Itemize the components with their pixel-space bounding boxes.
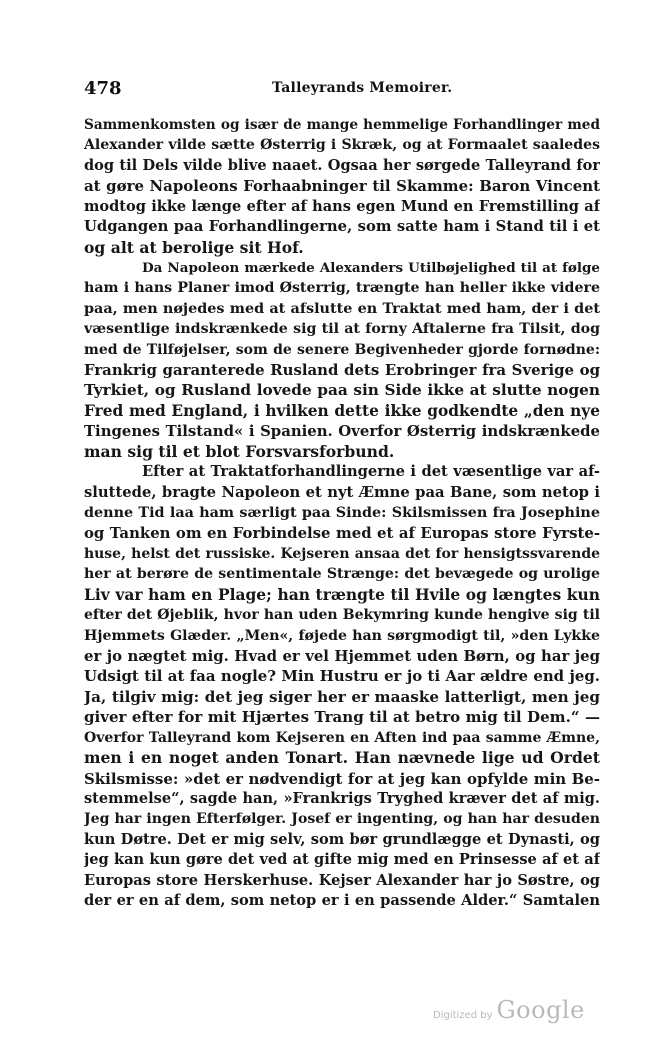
text-line: Ja, tilgiv mig: det jeg siger her er maaske latterligt, men jeg	[84, 687, 600, 706]
text-line: ham i hans Planer imod Østerrig, trængte han heller ikke videre	[84, 280, 600, 297]
text-line: Frankrig garanterede Rusland dets Erobringer fra Sverige og	[84, 361, 600, 380]
text-line: at gøre Napoleons Forhaabninger til Skamme: Baron Vincent	[84, 177, 600, 196]
digitization-watermark	[433, 996, 585, 1032]
text-line: er jo nægtet mig. Hvad er vel Hjemmet uden Børn, og har jeg	[84, 646, 600, 665]
text-line: dog til Dels vilde blive naaet. Ogsaa her sørgede Talleyrand for	[84, 156, 600, 174]
text-line: og Tanken om en Forbindelse med et af Europas store Fyrste-	[84, 524, 600, 543]
text-line: Udsigt til at faa nogle? Min Hustru er jo ti Aar ældre end jeg.	[84, 667, 600, 686]
text-line: denne Tid laa ham særligt paa Sinde: Skilsmissen fra Josephine	[84, 505, 600, 522]
text-line: Hjemmets Glæder. „Men«, føjede han sørgmodigt til, »den Lykke	[84, 627, 600, 644]
text-line: men i en noget anden Tonart. Han nævnede lige ud Ordet	[84, 748, 600, 768]
text-line: og alt at berolige sit Hof.	[84, 237, 304, 257]
text-line: efter det Øjeblik, hvor han uden Bekymring kunde hengive sig til	[84, 607, 600, 624]
text-line: Europas store Herskerhuse. Kejser Alexander har jo Søstre, og	[84, 871, 600, 889]
text-line: modtog ikke længe efter af hans egen Mund en Fremstilling af	[84, 197, 600, 215]
text-line: sluttede, bragte Napoleon et nyt Æmne paa Bane, som netop i	[84, 483, 600, 501]
text-line: stemmelse“, sagde han, »Frankrigs Tryghed kræver det af mig.	[84, 789, 600, 807]
text-line: Alexander vilde sætte Østerrig i Skræk, og at Formaalet saaledes	[84, 137, 600, 154]
text-line: Udgangen paa Forhandlingerne, som satte ham i Stand til i et	[84, 218, 600, 236]
text-line: giver efter for mit Hjærtes Trang til at betro mig til Dem.“ —	[84, 708, 600, 727]
watermark-logo: Google	[496, 996, 585, 1024]
text-line: Fred med England, i hvilken dette ikke godkendte „den nye	[84, 401, 600, 420]
text-line: man sig til et blot Forsvarsforbund.	[84, 441, 395, 461]
text-line: Tingenes Tilstand« i Spanien. Overfor Østerrig indskrænkede	[84, 422, 600, 441]
text-line: huse, helst det russiske. Kejseren ansaa det for hensigtssvarende	[84, 545, 600, 562]
text-line: med de Tilføjelser, som de senere Begivenheder gjorde fornødne:	[84, 341, 600, 358]
paragraph-first-line: Efter at Traktatforhandlingerne i det væsentlige var af-	[142, 463, 600, 481]
paragraph-first-line: Da Napoleon mærkede Alexanders Utilbøjelighed til at følge	[142, 259, 600, 276]
body-text	[84, 115, 600, 911]
text-line: væsentlige indskrænkede sig til at forny Aftalerne fra Tilsit, dog	[84, 321, 600, 338]
watermark-prefix: Digitized by	[433, 1010, 493, 1021]
text-line: kun Døtre. Det er mig selv, som bør grundlægge et Dynasti, og	[84, 830, 600, 848]
text-line: Liv var ham en Plage; han trængte til Hvile og længtes kun	[84, 584, 600, 604]
text-line: paa, men nøjedes med at afslutte en Traktat med ham, der i det	[84, 300, 600, 317]
text-line: Sammenkomsten og især de mange hemmelige Forhandlinger med	[84, 117, 600, 133]
text-line: Skilsmisse: »det er nødvendigt for at jeg kan opfylde min Be-	[84, 769, 600, 788]
page-header	[84, 78, 600, 102]
text-line: her at berøre de sentimentale Strænge: det bevægede og urolige	[84, 566, 600, 583]
running-title: Talleyrands Memoirer.	[272, 80, 453, 96]
text-line: Tyrkiet, og Rusland lovede paa sin Side ikke at slutte nogen	[84, 381, 600, 400]
page-number: 478	[84, 78, 122, 99]
text-line: jeg kan kun gøre det ved at gifte mig med en Prinsesse af et af	[84, 851, 600, 869]
text-line: der er en af dem, som netop er i en passende Alder.“ Samtalen	[84, 892, 600, 910]
text-line: Overfor Talleyrand kom Kejseren en Aften ind paa samme Æmne,	[84, 729, 600, 746]
text-line: Jeg har ingen Efterfølger. Josef er ingenting, og han har desuden	[84, 811, 600, 828]
